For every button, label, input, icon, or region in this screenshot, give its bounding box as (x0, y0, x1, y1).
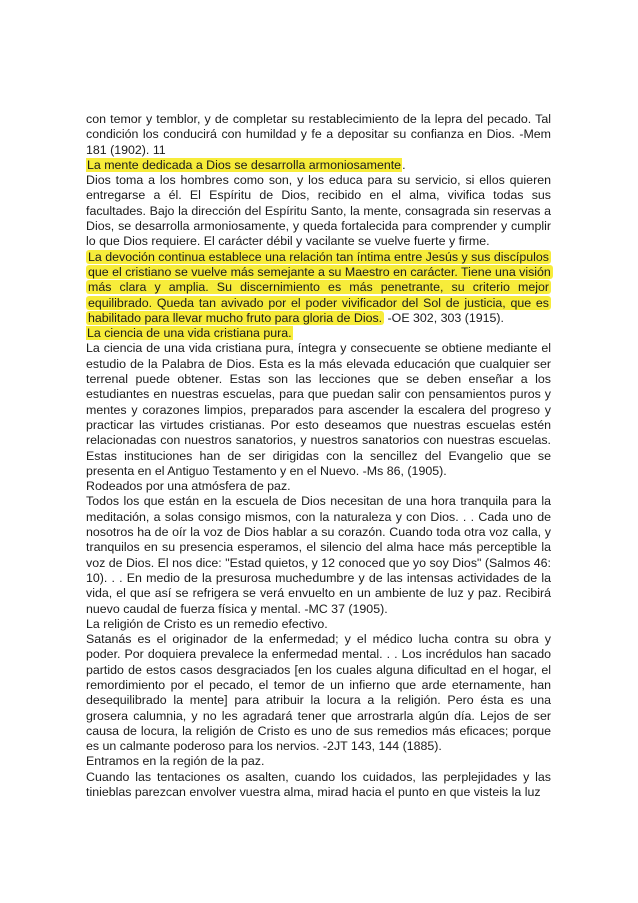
paragraph-devocion (86, 250, 551, 326)
document-page (86, 112, 551, 800)
paragraph-ciencia: La ciencia de una vida cristiana pura, íntegra y consecuente se obtiene mediante el estudio de la Palabra de Dios. Esta es la más elevada educación que cualquier ser terrenal puede obtener. Estas son las lecciones que se deben enseñar a los estudiantes en nuestras escuelas, para que puedan salir con pensamientos puros y mentes y corazones limpios, preparados para ascender la escalera del progreso y practicar las virtudes cristianas. Por esto deseamos que nuestras escuelas estén relacionadas con nuestros sanatorios, y nuestros sanatorios con nuestras escuelas. Estas instituciones han de ser dirigidas con la sencillez del Evangelio que se presenta en el Antiguo Testamento y en el Nuevo. -Ms 86, (1905). (86, 341, 551, 478)
highlighted-heading-text: La ciencia de una vida cristiana pura. (87, 326, 292, 341)
highlighted-passage: La devoción continua establece una relación tan íntima entre Jesús y sus discípulos que el cristiano se vuelve más semejante a su Maestro en carácter. Tiene una visión más clara y amplia. Su discernimiento es más penetrante, su criterio mejor equilibrado. Queda tan avivado por el poder vivificador del Sol de justicia, que es habilitado para llevar mucho fruto para gloria de Dios. (88, 249, 551, 325)
paragraph-dios-toma: Dios toma a los hombres como son, y los educa para su servicio, si ellos quieren entregarse a él. El Espíritu de Dios, recibido en el alma, vivifica todas sus facultades. Bajo la dirección del Espíritu Santo, la mente, consagrada sin reservas a Dios, se desarrolla armoniosamente, y queda fortalecida para comprender y cumplir lo que Dios requiere. El carácter débil y vacilante se vuelve fuerte y firme. (86, 173, 551, 249)
heading-region-de-paz: Entramos en la región de la paz. (86, 754, 265, 769)
heading-religion-de-cristo: La religión de Cristo es un remedio efectivo. (86, 616, 328, 631)
heading-suffix: . (402, 157, 406, 172)
paragraph-escuela-de-dios: Todos los que están en la escuela de Dios necesitan de una hora tranquila para la meditación, a solas consigo mismos, con la naturaleza y con Dios. . . Cada uno de nosotros ha de oír la voz de Dios hablar a su corazón. Cuando toda otra voz calla, y tranquilos en su presencia esperamos, el silencio del alma hace más perceptible la voz de Dios. El nos dice: "Estad quietos, y 12 conoced que yo soy Dios" (Salmos 46: 10). . . En medio de la presurosa muchedumbre y de las intensas actividades de la vida, el que así se refrigera se verá envuelto en un ambiente de luz y paz. Recibirá nuevo caudal de fuerza física y mental. -MC 37 (1905). (86, 494, 551, 616)
paragraph-intro: con temor y temblor, y de completar su restablecimiento de la lepra del pecado. Tal condición los conducirá con humildad y fe a depositar su confianza en Dios. -Mem 181 (1902). 11 (86, 112, 551, 157)
highlighted-heading-text: La mente dedicada a Dios se desarrolla armoniosamente (87, 157, 402, 172)
passage-citation: -OE 302, 303 (1915). (384, 310, 504, 325)
paragraph-tentaciones: Cuando las tentaciones os asalten, cuando los cuidados, las perplejidades y las tinieblas parezcan envolver vuestra alma, mirad hacia el punto en que visteis la luz (86, 769, 551, 800)
heading-rodeados: Rodeados por una atmósfera de paz. (86, 479, 291, 494)
heading-ciencia (86, 326, 551, 341)
heading-mente-dedicada (86, 158, 551, 173)
paragraph-satanas: Satanás es el originador de la enfermedad; y el médico lucha contra su obra y poder. Por doquiera prevalece la enfermedad mental. . . Los incrédulos han sacado partido de estos casos desgraciados [en los cuales alguna dificultad en el hogar, el remordimiento por el pecado, el temor de un infierno que arde eternamente, han desequilibrado la mente] para atribuir la locura a la religión. Pero ésta es una grosera calumnia, y no les agradará tener que arrostrarla algún día. Lejos de ser causa de locura, la religión de Cristo es uno de sus remedios más eficaces; porque es un calmante poderoso para los nervios. -2JT 143, 144 (1885). (86, 632, 551, 754)
